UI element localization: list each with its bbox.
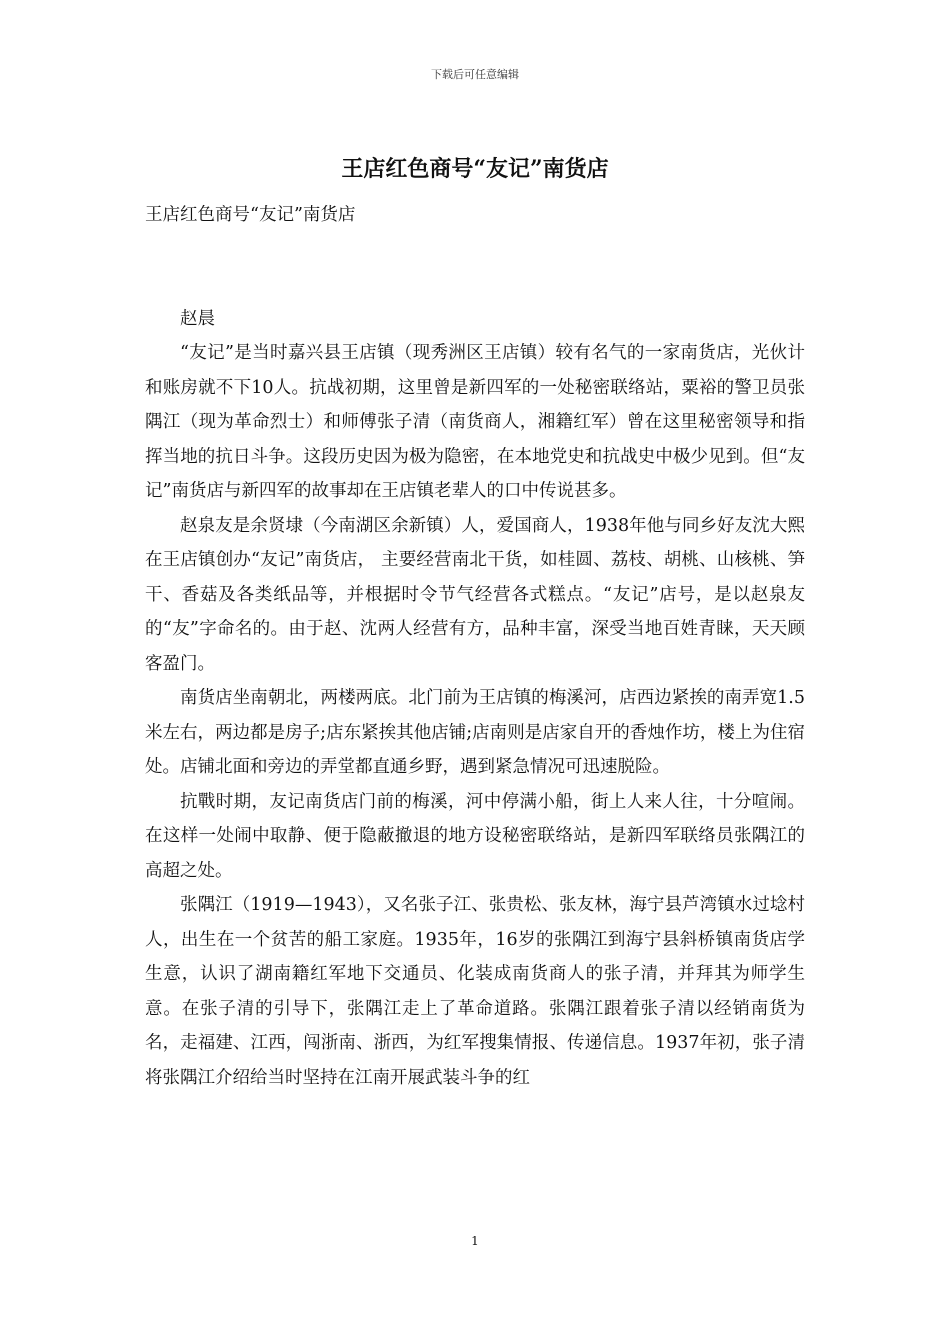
paragraph-2: 赵泉友是余贤埭（今南湖区余新镇）人，爱国商人，1938年他与同乡好友沈大熙在王店镇创办“友记”南货店， 主要经营南北干货，如桂圆、荔枝、胡桃、山核桃、笋干、香菇及各类纸品等，并根据时令节气经营各式糕点。“友记”店号，是以赵泉友的“友”字命名的。由于赵、沈两人经营有方，品种丰富，深受当地百姓青睐，天天顾客盈门。	[145, 515, 805, 674]
page-number: 1	[471, 1234, 479, 1248]
paragraph-5: 张隅江（1919—1943），又名张子江、张贵松、张友林，海宁县芦湾镇水过埝村人，出生在一个贫苦的船工家庭。1935年，16岁的张隅江到海宁县斜桥镇南货店学生意，认识了湖南籍红军地下交通员、化装成南货商人的张子清，并拜其为师学生意。在张子清的引导下，张隅江走上了革命道路。张隅江跟着张子清以经销南货为名，走福建、江西，闯浙南、浙西，为红军搜集情报、传递信息。1937年初，张子清将张隅江介绍给当时坚持在江南开展武装斗争的红	[145, 895, 805, 1088]
paragraph-1: “友记”是当时嘉兴县王店镇（现秀洲区王店镇）较有名气的一家南货店，光伙计和账房就不下10人。抗战初期，这里曾是新四军的一处秘密联络站，粟裕的警卫员张隅江（现为革命烈士）和师傅张子清（南货商人，湘籍红军）曾在这里秘密领导和指挥当地的抗日斗争。这段历史因为极为隐密，在本地党史和抗战史中极少见到。但“友记”南货店与新四军的故事却在王店镇老辈人的口中传说甚多。	[145, 343, 805, 501]
document-title: 王店红色商号“友记”南货店	[341, 156, 609, 182]
page-header-note: 下载后可任意编辑	[431, 68, 519, 81]
document-body	[145, 198, 805, 1095]
paragraph-4: 抗戰时期，友记南货店门前的梅溪，河中停满小船，街上人来人往，十分喧闹。在这样一处闹中取静、便于隐蔽撤退的地方设秘密联络站，是新四军联络员张隅江的高超之处。	[145, 791, 805, 881]
document-subtitle: 王店红色商号“友记”南货店	[145, 205, 356, 225]
author-name: 赵晨	[180, 308, 215, 329]
paragraph-3: 南货店坐南朝北，两楼两底。北门前为王店镇的梅溪河，店西边紧挨的南弄宽1.5米左右，两边都是房子;店东紧挨其他店铺;店南则是店家自开的香烛作坊，楼上为住宿处。店铺北面和旁边的弄堂都直通乡野，遇到紧急情况可迅速脱险。	[145, 688, 805, 777]
blank-spacer	[145, 233, 805, 302]
